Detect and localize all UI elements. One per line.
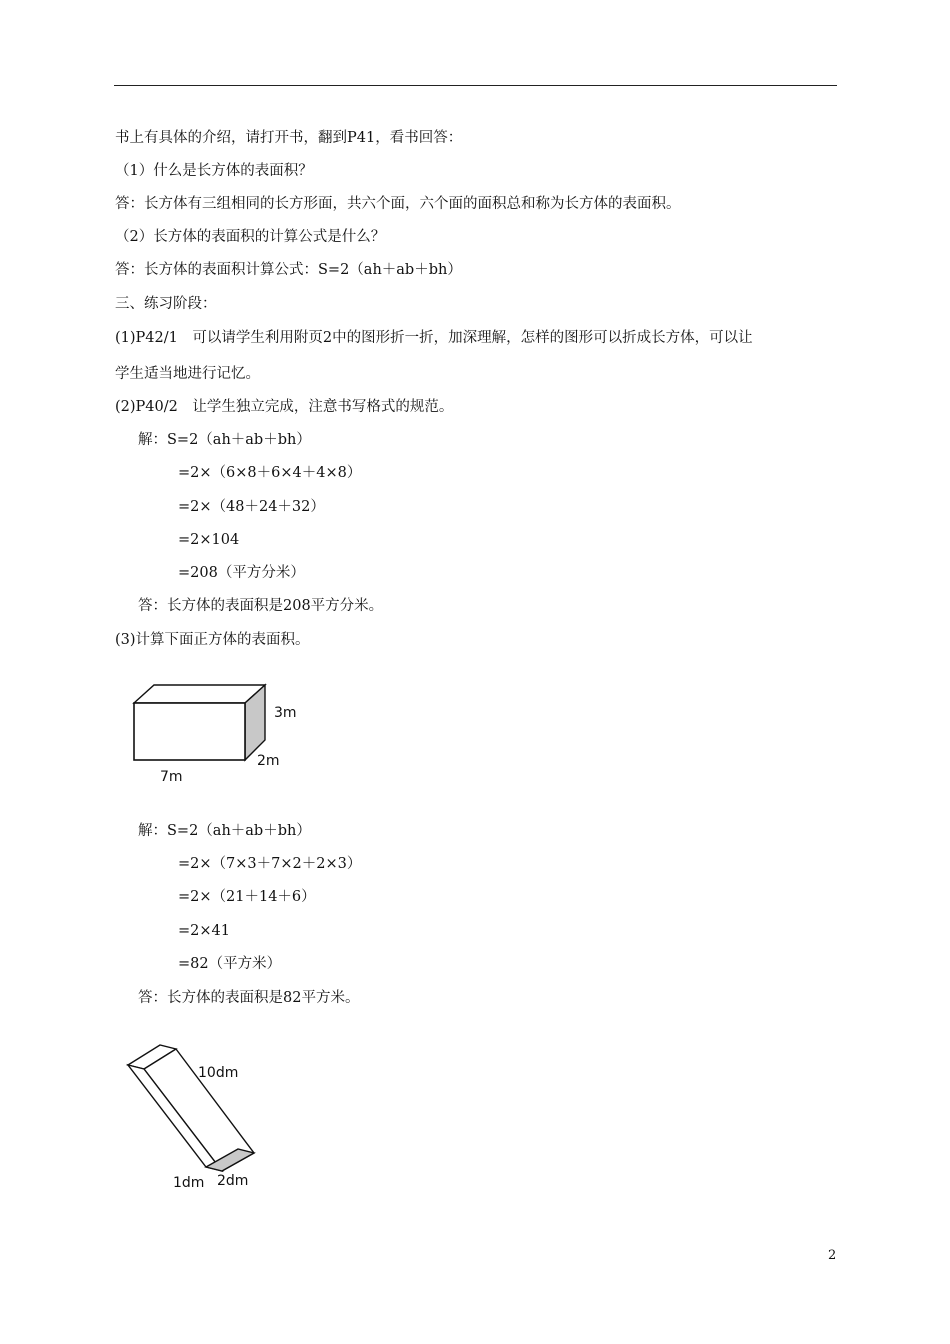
- page-number: 2: [828, 1248, 837, 1263]
- exercise-3: (3)计算下面正方体的表面积。: [115, 632, 310, 648]
- exercise-1-line-1: (1)P42/1 可以请学生利用附页2中的图形折一折，加深理解，怎样的图形可以折成长方体，可以让: [115, 330, 753, 346]
- depth-label: 2dm: [217, 1173, 249, 1189]
- question-1: （1）什么是长方体的表面积？: [115, 163, 313, 179]
- solution-1-answer: 答：长方体的表面积是208平方分米。: [138, 598, 384, 614]
- solution-2-step-1: 解：S=2（ah＋ab＋bh）: [138, 823, 311, 839]
- solution-1-step-3: =2×（48＋24＋32）: [178, 499, 325, 515]
- depth-label: 2m: [257, 753, 280, 769]
- solution-2-step-2: =2×（7×3＋7×2＋2×3）: [178, 856, 362, 872]
- header-rule: [114, 85, 837, 86]
- length-label: 7m: [160, 769, 183, 785]
- solution-1-step-4: =2×104: [178, 532, 240, 548]
- cuboid-figure-2: [120, 1035, 280, 1195]
- solution-2-step-5: =82（平方米）: [178, 956, 282, 972]
- section-heading: 三、练习阶段：: [115, 296, 217, 312]
- question-2: （2）长方体的表面积的计算公式是什么？: [115, 229, 386, 245]
- exercise-1-line-2: 学生适当地进行记忆。: [115, 366, 260, 382]
- solution-1-step-1: 解：S=2（ah＋ab＋bh）: [138, 432, 311, 448]
- solution-2-answer: 答：长方体的表面积是82平方米。: [138, 990, 360, 1006]
- width-label: 1dm: [173, 1175, 205, 1191]
- solution-1-step-2: =2×（6×8＋6×4＋4×8）: [178, 465, 362, 481]
- solution-1-step-5: =208（平方分米）: [178, 565, 305, 581]
- length-label: 10dm: [198, 1065, 239, 1081]
- answer-1: 答：长方体有三组相同的长方形面，共六个面，六个面的面积总和称为长方体的表面积。: [115, 196, 681, 212]
- exercise-2: (2)P40/2 让学生独立完成，注意书写格式的规范。: [115, 399, 454, 415]
- solution-2-step-3: =2×（21＋14＋6）: [178, 889, 316, 905]
- cuboid-figure-1: [120, 675, 320, 790]
- height-label: 3m: [274, 705, 297, 721]
- intro-line: 书上有具体的介绍，请打开书，翻到P41，看书回答：: [115, 130, 463, 146]
- solution-2-step-4: =2×41: [178, 923, 230, 939]
- answer-2: 答：长方体的表面积计算公式：S=2（ah＋ab＋bh）: [115, 262, 462, 278]
